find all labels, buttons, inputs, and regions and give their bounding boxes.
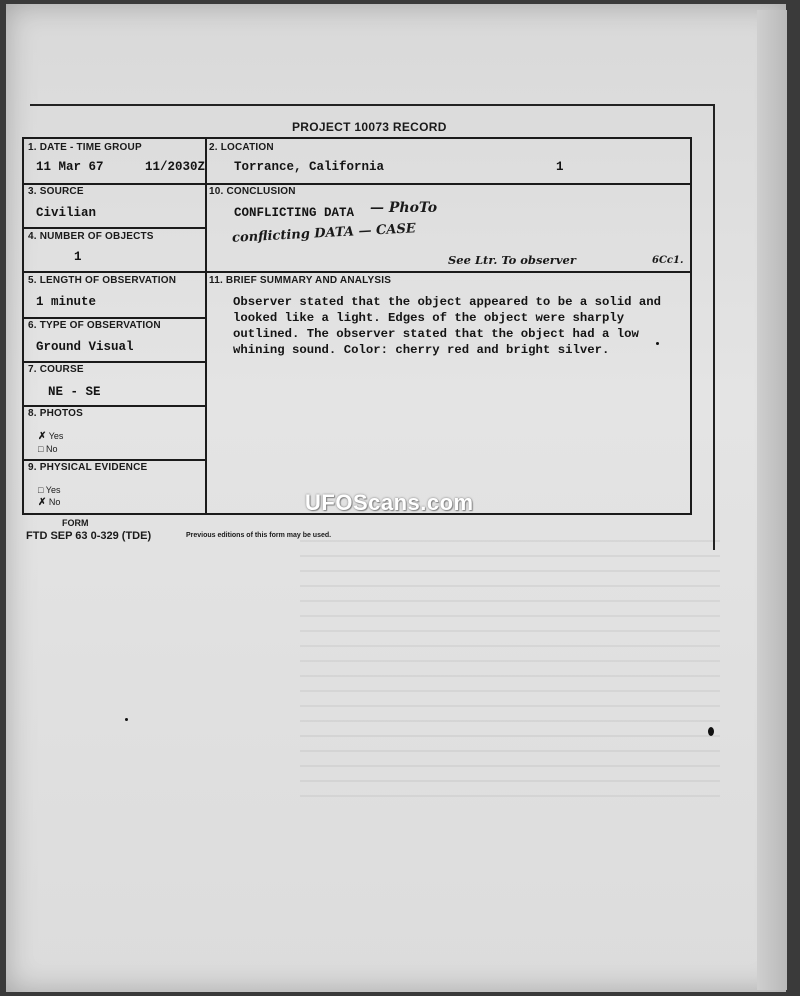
form-border-top [30, 104, 715, 106]
scan-edge [757, 10, 787, 990]
row-line [24, 183, 692, 185]
page-number: 1 [556, 160, 564, 174]
row-line [24, 271, 692, 273]
course-value: NE - SE [48, 385, 101, 399]
evidence-yes-option[interactable] [38, 485, 60, 495]
form-notice: Previous editions of this form may be used. [186, 532, 332, 539]
handwritten-photo-note: — PhoTo [370, 200, 438, 216]
scan-speck [125, 718, 128, 721]
number-of-objects-label: 4. NUMBER OF OBJECTS [28, 231, 154, 242]
photos-yes-option[interactable] [38, 431, 63, 442]
evidence-no-label: No [48, 497, 61, 507]
type-of-observation-label: 6. TYPE OF OBSERVATION [28, 320, 161, 331]
bleed-through-texture [300, 540, 720, 810]
number-of-objects-value: 1 [74, 250, 82, 264]
column-divider [205, 139, 207, 513]
brief-summary-label: 11. BRIEF SUMMARY AND ANALYSIS [209, 275, 392, 286]
form-border-right [713, 106, 715, 550]
photos-no-option[interactable] [38, 444, 57, 454]
handwritten-cc-note: 6Cc1. [652, 255, 684, 266]
scan-speck [708, 727, 714, 736]
source-label: 3. SOURCE [28, 186, 84, 197]
scan-speck [656, 342, 659, 345]
photos-yes-label: Yes [48, 431, 64, 441]
type-of-observation-value: Ground Visual [36, 340, 134, 354]
row-line [24, 361, 205, 363]
handwritten-conflicting-case-note: conflicting DATA — CASE [231, 221, 417, 246]
time-value: 11/2030Z [145, 160, 206, 174]
form-word: FORM [62, 518, 89, 528]
length-of-observation-label: 5. LENGTH OF OBSERVATION [28, 275, 177, 286]
row-line [24, 317, 205, 319]
row-line [24, 459, 205, 461]
physical-evidence-label: 9. PHYSICAL EVIDENCE [28, 462, 148, 473]
checkbox-empty-icon: □ [38, 485, 44, 495]
date-time-label: 1. DATE - TIME GROUP [28, 142, 142, 153]
photos-no-label: No [45, 444, 58, 454]
date-value: 11 Mar 67 [36, 160, 104, 174]
row-line [24, 405, 205, 407]
form-id: FTD SEP 63 0-329 (TDE) [26, 530, 152, 542]
checked-mark-icon: ✗ [38, 431, 47, 442]
evidence-yes-label: Yes [45, 485, 61, 495]
brief-summary-text: Observer stated that the object appeared to be a solid and looked like a light. Edges of the object were sharply outlined. The observer stated that the object had a low whining sound. Color: cherry red and bright silver. [233, 295, 662, 357]
checkbox-empty-icon: □ [38, 444, 44, 454]
evidence-no-option[interactable] [38, 497, 60, 508]
course-label: 7. COURSE [28, 364, 84, 375]
conclusion-typed-value: CONFLICTING DATA [234, 206, 355, 220]
handwritten-see-letter-note: See Ltr. To observer [448, 253, 576, 267]
row-line [24, 227, 205, 229]
source-value: Civilian [36, 206, 97, 220]
watermark: UFOScans.com [305, 490, 474, 515]
conclusion-label: 10. CONCLUSION [209, 186, 296, 197]
location-value: Torrance, California [234, 160, 385, 174]
form-title: PROJECT 10073 RECORD [292, 120, 447, 134]
photos-label: 8. PHOTOS [28, 408, 83, 419]
length-of-observation-value: 1 minute [36, 295, 97, 309]
checked-mark-icon: ✗ [38, 497, 47, 508]
location-label: 2. LOCATION [209, 142, 274, 153]
